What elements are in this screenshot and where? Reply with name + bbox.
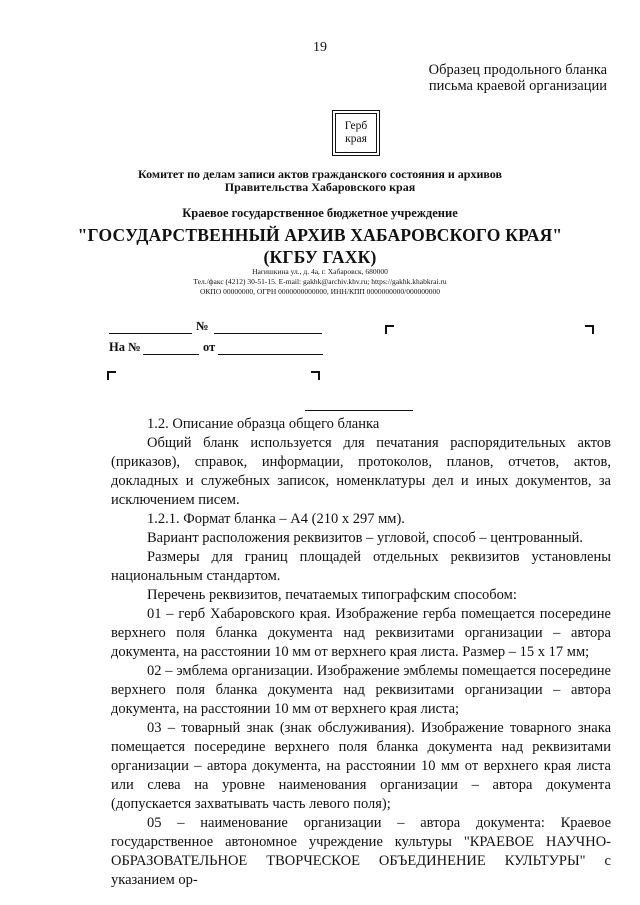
institution-name-block [0,224,640,268]
from-date-line[interactable] [218,354,323,355]
addressee-corner-right [585,325,594,334]
paragraph: Вариант расположения реквизитов – угловой, способ – центрованный. [147,530,584,546]
sample-label-line-2: письма краевой организации [428,78,607,94]
coat-of-arms-line-2: края [345,133,367,145]
date-line[interactable] [109,333,192,334]
number-label: № [196,319,209,333]
page-number: 19 [313,40,327,55]
institution-name: "ГОСУДАРСТВЕННЫЙ АРХИВ ХАБАРОВСКОГО КРАЯ" [77,225,563,245]
separator-line [305,410,413,411]
section-title: 1.2. Описание образца общего бланка [147,416,380,432]
address: Нагишкина ул., д. 4а, г. Хабаровск, 680000 [252,267,388,276]
paragraph: 01 – герб Хабаровского края. Изображение герба помещается посередине верхнего поля бланка документа над реквизитами организации – автора документа, на расстоянии 10 мм от верхнего края листа. Размер – 15 х 17 мм; [111,606,611,660]
paragraph: Размеры для границ площадей отдельных реквизитов установлены национальным стандартом. [111,549,611,584]
committee-name [0,168,640,193]
on-number-line[interactable] [143,354,199,355]
committee-line-2: Правительства Хабаровского края [224,179,416,194]
addressee-corner-left [385,325,394,334]
institution-abbreviation: (КГБУ ГАХК) [263,247,377,267]
on-number-label: На № [109,340,141,354]
coat-of-arms-placeholder [332,110,380,156]
registration-codes: ОКПО 00000000, ОГРН 0000000000000, ИНН/КПП 0000000000/000000000 [200,287,440,296]
paragraph: 02 – эмблема организации. Изображение эмблемы помещается посередине верхнего поля бланка документа над реквизитами организации – автора документа, на расстоянии 10 мм от верхнего края листа; [111,663,611,717]
phone-email: Тел./факс (4212) 30-51-15. E-mail: gakhk@archiv.khv.ru; https://gakhk.khabkrai.ru [193,277,447,286]
heading-corner-right [311,371,320,380]
coat-of-arms-line-1: Герб [344,120,368,132]
institution-type: Краевое государственное бюджетное учреждение [182,206,458,220]
from-label: от [203,340,216,354]
paragraph: 1.2.1. Формат бланка – А4 (210 х 297 мм). [147,511,405,527]
paragraph: 03 – товарный знак (знак обслуживания). Изображение товарного знака помещается посередине верхнего поля бланка документа над реквизитами организации – автора документа, на расстоянии 10 мм от верхнего края листа или слева на уровне наименования организации – автора документа (допускается захватывать часть левого поля); [111,720,611,812]
number-line[interactable] [214,333,322,334]
contact-details [0,267,640,297]
committee-line-1: Комитет по делам записи актов гражданского состояния и архивов [138,167,502,181]
paragraph: Общий бланк используется для печатания распорядительных актов (приказов), справок, информации, протоколов, планов, отчетов, актов, докладных и служебных записок, номенклатуры дел и иных документов, за исключением писем. [111,435,611,508]
heading-corner-left [107,371,116,380]
sample-label [429,62,607,94]
body-text [111,415,611,890]
sample-label-line-1: Образец продольного бланка [428,62,607,78]
paragraph: 05 – наименование организации – автора документа: Краевое государственное автономное учреждение культуры "КРАЕВОЕ НАУЧНО-ОБРАЗОВАТЕЛЬНОЕ ТВОРЧЕСКОЕ ОБЪЕДИНЕНИЕ КУЛЬТУРЫ" с указанием ор- [111,815,611,888]
paragraph: Перечень реквизитов, печатаемых типографским способом: [147,587,517,603]
